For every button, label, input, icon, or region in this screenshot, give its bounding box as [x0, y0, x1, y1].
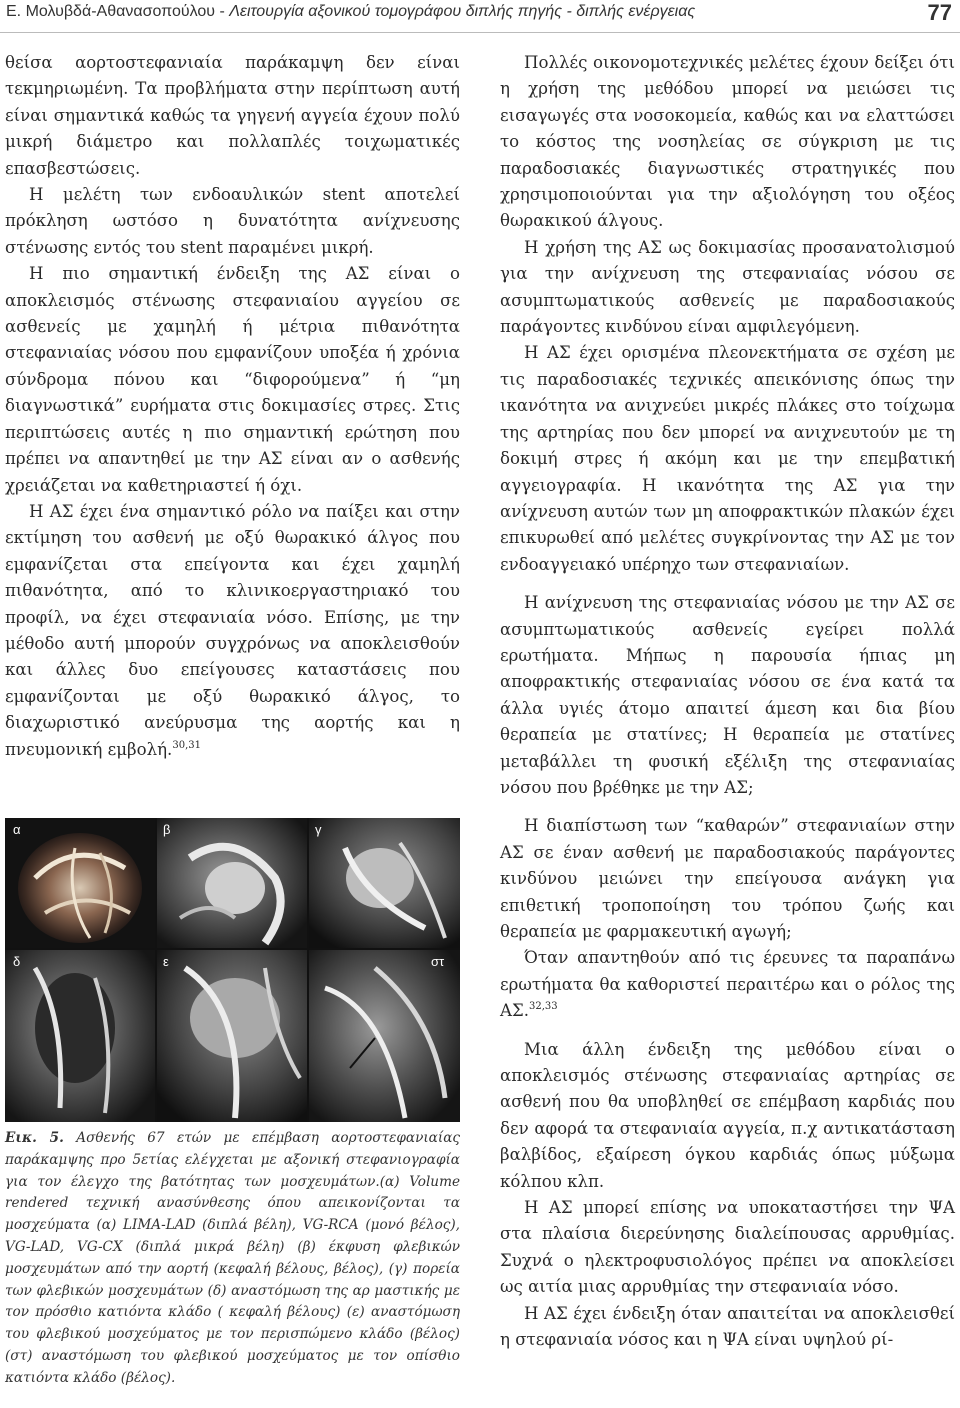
paragraph: Η μελέτη των ενδοαυλικών stent αποτελεί πρόκληση ωστόσο η δυνατότητα ανίχνευσης στένωσης εντός του stent παραμένει μικρή.: [5, 185, 460, 257]
caption-text: Ασθενής 67 ετών με επέμβαση αορτοστεφανιαίας παράκαμψης προ 5ετίας ελέγχεται με αξονική στεφανιογραφία για τον έλεγχο της βατότητας των μοσχευμάτων.(α) Volume rendered τεχνική ανασύνθεσης όπου απεικονίζονται τα μοσχεύματα (α) LIMA-LAD (διπλά βέλη), VG-RCA (μονό βέλος), VG-LAD, VG-CX (διπλά μικρά βέλη) (β) έκφυση φλεβικών μοσχευμάτων από την αορτή (κεφαλή βέλους, βέλος), (γ) πορεία των φλεβικών μοσχευμάτων (δ) αναστόμωση της αρ μαστικής με τον πρόσθιο κατιόντα κλάδο ( κεφαλή βέλους) (ε) αναστόμωση του φλεβικού μοσχεύματος με τον περισπώμενο κλάδο (βέλος) (στ) αναστόμωση του φλεβικού μοσχεύματος με τον οπίσθιο κατιόντα κλάδο (βέλος).: [5, 1130, 460, 1386]
paragraph: Μια άλλη ένδειξη της μεθόδου είναι ο αποκλεισμός στένωσης στεφανιαίας αρτηρίας σε ασθενή που θα υποβληθεί σε επέμβαση καρδιάς που δεν αφορά τα στεφανιαία αγγεία, π.χ αντικατάσταση βαλβίδος, εξαίρεση όγκου καρδιάς όπως μύξωμα κόλπου κλπ.: [500, 1039, 955, 1191]
paragraph: Η ανίχνευση της στεφανιαίας νόσου με την ΑΣ σε ασυμπτωματικούς ασθενείς εγείρει πολλά ερωτήματα. Μήπως η παρουσία ήπιας μη αποφρακτικής στεφανιαίας νόσου σε ένα κατά τα άλλα υγιές άτομο απαιτεί άμεση και δια βίου θεραπεία με στατίνες; Η θεραπεία με στατίνες μεταβάλλει τη φυσική εξέλιξη της στεφανιαίας νόσου που βρέθηκε με την ΑΣ;: [500, 593, 955, 797]
paragraph-text: Όταν απαντηθούν από τις έρευνες τα παραπάνω ερωτήματα θα καθοριστεί περαιτέρω και ο ρόλος της ΑΣ.: [500, 948, 955, 1021]
header-title: Λειτουργία αξονικού τομογράφου διπλής πηγής - διπλής ενέργειας: [229, 3, 696, 20]
panel-label: β: [163, 822, 171, 837]
panel-label: γ: [315, 822, 322, 837]
citation-ref: 30,31: [172, 739, 201, 751]
ct-figure: [5, 818, 460, 1122]
paragraph: Η ΑΣ έχει ορισμένα πλεονεκτήματα σε σχέση με τις παραδοσιακές τεχνικές απεικόνισης όπως την ικανότητα να ανιχνεύει μικρές πλάκες στο τοίχωμα της αρτηρίας που δεν μπορεί να ανιχνευτούν με τη δοκιμή στρες ή ακόμη και με την επεμβατική αγγειογραφία. Η ικανότητα της ΑΣ για την ανίχνευση αυτών των μη αποφρακτικών πλακών έχει επικυρωθεί από μελέτες συγκρίνοντας την ΑΣ με τον ενδοαγγειακό υπέρηχο των στεφανιαίων.: [500, 343, 955, 574]
paragraph-text: Η ΑΣ έχει ένα σημαντικό ρόλο να παίξει και στην εκτίμηση του ασθενή με οξύ θωρακικό άλγος που εμφανίζεται στα επείγοντα και έχει χαμηλή πιθανότητα, από το κλινικοεργαστηριακό του προφίλ, να έχει στεφανιαία νόσο. Επίσης, με την μέθοδο αυτή μπορούν συγχρόνως να αποκλεισθούν και άλλες δυο επείγουσες καταστάσεις που εμφανίζονται με οξύ θωρακικό άλγος, το διαχωριστικό ανεύρυσμα της αορτής και η πνευμονική εμβολή.: [5, 501, 460, 759]
left-column: [5, 50, 460, 763]
right-column: [500, 50, 955, 1354]
ct-figure-panels: [5, 818, 460, 1122]
paragraph-with-ref: [5, 499, 460, 763]
header-text: [6, 3, 695, 21]
paragraph: Η διαπίστωση των “καθαρών” στεφανιαίων στην ΑΣ σε έναν ασθενή με παραδοσιακούς παράγοντες κινδύνου μειώνει την επείγουσα ανάγκη για επιθετική τροποποίηση του τρόπου ζωής και θεραπεία με φαρμακευτική αγωγή;: [500, 816, 955, 941]
paragraph-with-ref: [500, 945, 955, 1024]
header-separator: -: [215, 3, 230, 20]
paragraph: Πολλές οικονομοτεχνικές μελέτες έχουν δείξει ότι η χρήση της μεθόδου μπορεί να μειώσει τις εισαγωγές στα νοσοκομεία, καθώς και να ελαττώσει το κόστος της νοσηλείας σε σύγκριση με τις παραδοσιακές διαγνωστικές στρατηγικές που χρησιμοποιούνται για την αξιολόγηση του οξέος θωρακικού άλγους.: [500, 53, 955, 231]
panel-label: ε: [163, 954, 169, 969]
figure-caption: [5, 1128, 460, 1390]
panel-label: δ: [13, 954, 21, 969]
page-number: 77: [927, 0, 952, 25]
paragraph: θείσα αορτοστεφανιαία παράκαμψη δεν είναι τεκμηριωμένη. Τα προβλήματα στην περίπτωση αυτή είναι σημαντικά καθώς τα γηγενή αγγεία έχουν πολύ μικρή διάμετρο και πολλαπλές τοιχωματικές επασβεστώσεις.: [5, 53, 460, 178]
caption-label: Εικ. 5.: [5, 1130, 64, 1146]
header-authors: Ε. Μολυβδά-Αθανασοπούλου: [6, 3, 216, 20]
running-header: [0, 0, 960, 33]
panel-label: α: [13, 822, 21, 837]
paragraph: Η ΑΣ μπορεί επίσης να υποκαταστήσει την ΨΑ στα πλαίσια διερεύνησης διαλείπουσας αρρυθμίας. Συχνά ο ηλεκτροφυσιολόγος πρέπει να αποκλείσει ως αιτία μιας αρρυθμίας την στεφανιαία νόσο.: [500, 1198, 955, 1297]
panel-label: στ: [431, 954, 445, 969]
paragraph: Η ΑΣ έχει ένδειξη όταν απαιτείται να αποκλεισθεί η στεφανιαία νόσος και η ΨΑ είναι υψηλού ρί-: [500, 1303, 955, 1350]
paragraph: Η πιο σημαντική ένδειξη της ΑΣ είναι ο αποκλεισμός στένωσης στεφανιαίου αγγείου σε ασθενείς με χαμηλή ή μέτρια πιθανότητα στεφανιαίας νόσου που εμφανίζουν υποξέα ή χρόνια σύνδρομα πόνου και “διφορούμενα” ή “μη διαγνωστικά” ευρήματα στις δοκιμασίες στρες. Στις περιπτώσεις αυτές η πιο σημαντική ερώτηση που πρέπει να απαντηθεί με την ΑΣ είναι αν ο ασθενής χρειάζεται να καθετηριαστεί ή όχι.: [5, 264, 460, 495]
citation-ref: 32,33: [529, 1001, 558, 1013]
paragraph: Η χρήση της ΑΣ ως δοκιμασίας προσανατολισμού για την ανίχνευση της στεφανιαίας νόσου σε ασυμπτωματικούς ασθενείς με παραδοσιακούς παράγοντες κινδύνου είναι αμφιλεγόμενη.: [500, 237, 955, 337]
